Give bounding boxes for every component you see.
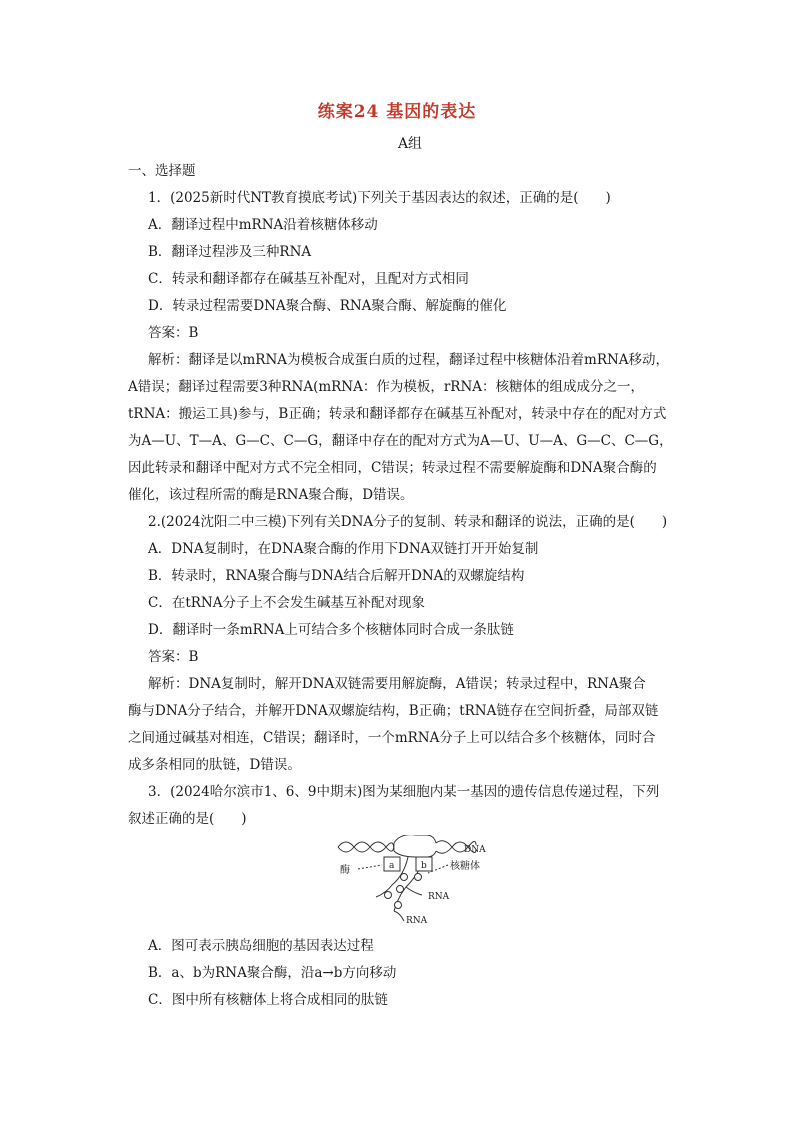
q1-stem: 1．(2025新时代NT教育摸底考试)下列关于基因表达的叙述，正确的是( ) xyxy=(148,190,611,206)
label-rna: RNA xyxy=(428,892,450,902)
q2-option-c: C．在tRNA分子上不会发生碱基互补配对现象 xyxy=(148,595,425,611)
q1-analysis-line: 为A—U、T—A、G—C、C—G，翻译中存在的配对方式为A—U、U—A、G—C、C—G， xyxy=(128,433,673,449)
q3-option-c: C．图中所有核糖体上将合成相同的肽链 xyxy=(148,992,388,1008)
dna-bubble xyxy=(394,835,436,843)
q2-answer: 答案：B xyxy=(148,649,199,665)
ribosome-icon xyxy=(395,902,402,909)
ribosome-icon xyxy=(385,892,392,899)
q3-option-a: A．图可表示胰岛细胞的基因表达过程 xyxy=(148,938,374,954)
q2-stem: 2.(2024沈阳二中三模)下列有关DNA分子的复制、转录和翻译的说法，正确的是( ) xyxy=(148,514,668,530)
q3-stem-continued: 叙述正确的是( ) xyxy=(128,811,247,827)
q1-answer: 答案：B xyxy=(148,325,199,341)
label-a: a xyxy=(389,861,395,871)
q1-option-b: B．翻译过程涉及三种RNA xyxy=(148,244,312,260)
question-content xyxy=(128,158,678,1014)
page-title: 练案24 基因的表达 xyxy=(317,102,477,122)
ribosome-icon xyxy=(397,886,404,893)
label-rna: RNA xyxy=(406,916,428,923)
dna-bubble xyxy=(394,851,436,857)
label-enzyme: 酶 xyxy=(340,865,350,876)
q2-option-d: D．翻译时一条mRNA上可结合多个核糖体同时合成一条肽链 xyxy=(148,622,514,638)
gene-expression-figure xyxy=(148,835,678,927)
q1-option-c: C．转录和翻译都存在碱基互补配对，且配对方式相同 xyxy=(148,271,469,287)
q3-stem: 3．(2024哈尔滨市1、6、9中期末)图为某细胞内某一基因的遗传信息传递过程，下列 xyxy=(148,784,660,800)
q2-analysis-line: 之间通过碱基对相连，C错误；翻译时，一个mRNA分子上可以结合多个核糖体，同时合 xyxy=(128,730,656,746)
rna-strand xyxy=(394,911,404,921)
q1-option-a: A．翻译过程中mRNA沿着核糖体移动 xyxy=(148,217,378,233)
q2-option-a: A．DNA复制时，在DNA聚合酶的作用下DNA双链打开开始复制 xyxy=(148,541,539,557)
ribosome-icon xyxy=(415,874,422,881)
q1-analysis-line: 解析：翻译是以mRNA为模板合成蛋白质的过程，翻译过程中核糖体沿着mRNA移动， xyxy=(148,352,670,368)
q3-option-b: B．a、b为RNA聚合酶，沿a→b方向移动 xyxy=(148,965,397,981)
q1-analysis-line: 因此转录和翻译中配对方式不完全相同，C错误；转录过程不需要解旋酶和DNA聚合酶的 xyxy=(128,460,657,476)
section-heading: 一、选择题 xyxy=(128,163,196,179)
q2-analysis-line: 成多条相同的肽链，D错误。 xyxy=(128,757,301,773)
label-dna: DNA xyxy=(464,845,486,855)
q2-option-b: B．转录时，RNA聚合酶与DNA结合后解开DNA的双螺旋结构 xyxy=(148,568,525,584)
group-label: A组 xyxy=(397,136,423,152)
q1-analysis-line: tRNA：搬运工具)参与，B正确；转录和翻译都存在碱基互补配对，转录中存在的配对方式 xyxy=(128,406,667,422)
q2-analysis-line: 解析：DNA复制时，解开DNA双链需要用解旋酶，A错误；转录过程中，RNA聚合 xyxy=(148,676,646,692)
q1-option-d: D．转录过程需要DNA聚合酶、RNA聚合酶、解旋酶的催化 xyxy=(148,298,507,314)
label-b: b xyxy=(421,861,427,871)
q1-analysis-line: 催化，该过程所需的酶是RNA聚合酶，D错误。 xyxy=(128,487,414,503)
ribosome-icon xyxy=(401,874,408,881)
enzyme-arrow xyxy=(358,865,382,869)
rna-strand xyxy=(406,887,422,895)
transcription-translation-diagram xyxy=(336,835,506,923)
q2-analysis-line: 酶与DNA分子结合，并解开DNA双螺旋结构，B正确；tRNA链存在空间折叠，局部双链 xyxy=(128,703,659,719)
q1-analysis-line: A错误；翻译过程需要3种RNA(mRNA：作为模板，rRNA：核糖体的组成成分之一， xyxy=(128,379,645,395)
label-ribosome: 核糖体 xyxy=(450,861,480,872)
